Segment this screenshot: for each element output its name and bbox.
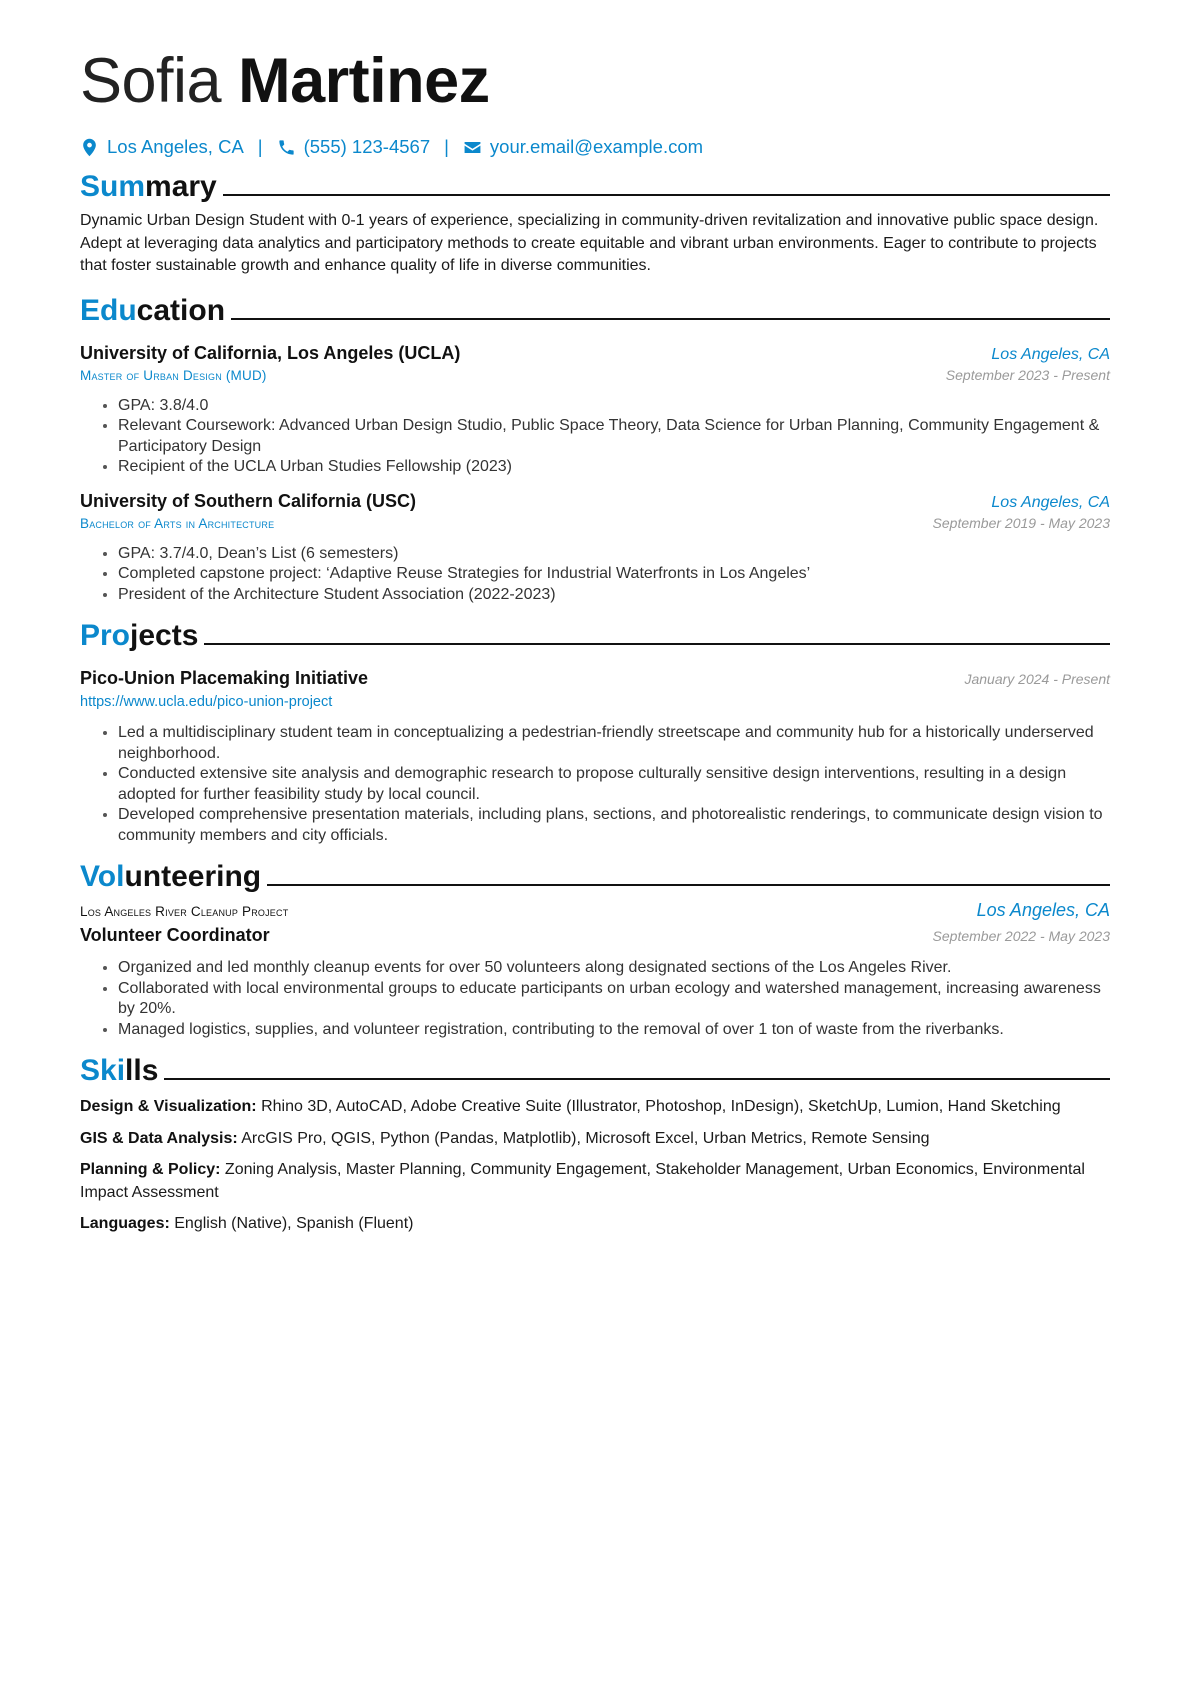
heading-rest: lls — [125, 1054, 159, 1087]
heading-rest: unteering — [124, 860, 262, 893]
organization: Los Angeles River Cleanup Project — [80, 904, 289, 919]
skill-line — [80, 1096, 1110, 1119]
heading-rest: mary — [145, 170, 217, 203]
school-location: Los Angeles, CA — [991, 493, 1110, 511]
project-name: Pico-Union Placemaking Initiative — [80, 668, 369, 688]
list-item: • Led a multidisciplinary student team in conceptualizing a pedestrian-friendly streetscape and community hub for a historically underserved neighborhood. — [118, 723, 1110, 764]
list-item: • GPA: 3.7/4.0, Dean’s List (6 semesters) — [118, 544, 1110, 565]
skill-line — [80, 1213, 1110, 1236]
school-name: University of California, Los Angeles (UCLA) — [80, 342, 461, 363]
skill-value: Zoning Analysis, Master Planning, Community Engagement, Stakeholder Management, Urban Economics, Environmental Impact Assessment — [80, 1161, 1085, 1201]
dates: January 2024 - Present — [964, 671, 1110, 687]
envelope-icon — [463, 138, 482, 157]
heading-rule — [164, 1078, 1110, 1080]
skill-value: ArcGIS Pro, QGIS, Python (Pandas, Matplotlib), Microsoft Excel, Urban Metrics, Remote Sensing — [241, 1129, 930, 1147]
list-item: • Completed capstone project: ‘Adaptive Reuse Strategies for Industrial Waterfronts in Los Angeles’ — [118, 564, 1110, 585]
bullet-list — [80, 396, 1110, 478]
list-item: • Developed comprehensive presentation materials, including plans, sections, and photorealistic renderings, to communicate design vision to community members and city officials. — [118, 805, 1110, 846]
list-item: • Recipient of the UCLA Urban Studies Fellowship (2023) — [118, 457, 1110, 478]
project-entry — [80, 665, 1110, 846]
list-item: • Relevant Coursework: Advanced Urban Design Studio, Public Space Theory, Data Science for Urban Planning, Community Engagement & Participatory Design — [118, 416, 1110, 457]
skill-line — [80, 1159, 1110, 1204]
heading-accent: Vol — [80, 860, 125, 893]
contact-separator: | — [257, 136, 263, 157]
heading-rest: cation — [136, 293, 226, 327]
list-item: • Managed logistics, supplies, and volunteer registration, contributing to the removal of over 1 ton of waste from the riverbanks. — [118, 1020, 1110, 1041]
list-item: • Conducted extensive site analysis and demographic research to propose culturally sensitive design interventions, resulting in a design adopted for further feasibility study by local council. — [118, 764, 1110, 805]
list-item: • Collaborated with local environmental groups to educate participants on urban ecology and watershed management, increasing awareness by 20%. — [118, 979, 1110, 1020]
contact-bar — [80, 134, 1110, 160]
dates: September 2019 - May 2023 — [932, 514, 1110, 531]
location-text: Los Angeles, CA — [107, 136, 244, 157]
heading-accent: Sum — [80, 170, 146, 203]
list-item: • President of the Architecture Student Association (2022-2023) — [118, 585, 1110, 606]
skill-label: Languages: — [80, 1215, 170, 1232]
skill-value: English (Native), Spanish (Fluent) — [174, 1215, 414, 1232]
heading-accent: Edu — [80, 293, 137, 327]
phone-text: (555) 123-4567 — [303, 136, 431, 157]
last-name: Martinez — [238, 46, 490, 116]
projects-heading — [80, 617, 1110, 655]
heading-rule — [231, 318, 1110, 320]
heading-rule — [204, 643, 1110, 645]
contact-location — [80, 134, 244, 160]
contact-email[interactable] — [463, 134, 703, 160]
skill-label: GIS & Data Analysis: — [80, 1129, 238, 1147]
bullet-list — [80, 723, 1110, 846]
project-link[interactable]: https://www.ucla.edu/pico-union-project — [80, 694, 333, 710]
dates: September 2023 - Present — [945, 366, 1110, 383]
volunteer-location: Los Angeles, CA — [976, 900, 1110, 920]
first-name: Sofia — [80, 46, 222, 116]
education-entry — [80, 488, 1110, 606]
bullet-list — [80, 958, 1110, 1040]
education-heading — [80, 292, 1110, 330]
volunteer-entry — [80, 900, 1110, 1040]
skill-label: Planning & Policy: — [80, 1161, 221, 1178]
role: Volunteer Coordinator — [80, 925, 270, 945]
summary-heading — [80, 168, 1110, 206]
heading-accent: Ski — [80, 1054, 126, 1087]
skill-value: Rhino 3D, AutoCAD, Adobe Creative Suite (Illustrator, Photoshop, InDesign), SketchUp, Lumion, Hand Sketching — [261, 1098, 1061, 1115]
school-location: Los Angeles, CA — [991, 345, 1110, 363]
contact-separator: | — [444, 136, 449, 157]
degree: Master of Urban Design (MUD) — [80, 367, 267, 383]
email-text: your.email@example.com — [489, 136, 704, 157]
school-name: University of Southern California (USC) — [80, 490, 417, 511]
heading-rule — [223, 194, 1110, 196]
list-item: • GPA: 3.8/4.0 — [118, 396, 1110, 417]
list-item: • Organized and led monthly cleanup events for over 50 volunteers along designated sections of the Los Angeles River. — [118, 958, 1110, 979]
heading-accent: Pro — [80, 619, 131, 652]
skill-line — [80, 1128, 1110, 1151]
volunteering-heading — [80, 858, 1110, 896]
heading-rest: jects — [130, 619, 199, 652]
dates: September 2022 - May 2023 — [932, 928, 1110, 944]
education-entry — [80, 340, 1110, 478]
phone-icon — [277, 138, 296, 157]
skill-label: Design & Visualization: — [80, 1098, 257, 1115]
heading-rule — [267, 884, 1110, 886]
bullet-list — [80, 544, 1110, 606]
degree: Bachelor of Arts in Architecture — [80, 515, 275, 531]
skills-heading — [80, 1052, 1110, 1090]
candidate-name — [80, 0, 1110, 120]
summary-text: Dynamic Urban Design Student with 0-1 years of experience, specializing in community-driven revitalization and innovative public space design. Adept at leveraging data analytics and participatory methods to create equitable and vibrant urban environments. Eager to contribute to projects that foster sustainable growth and enhance quality of life in diverse communities. — [80, 212, 1099, 274]
map-pin-icon — [80, 138, 99, 157]
contact-phone[interactable] — [277, 134, 431, 160]
